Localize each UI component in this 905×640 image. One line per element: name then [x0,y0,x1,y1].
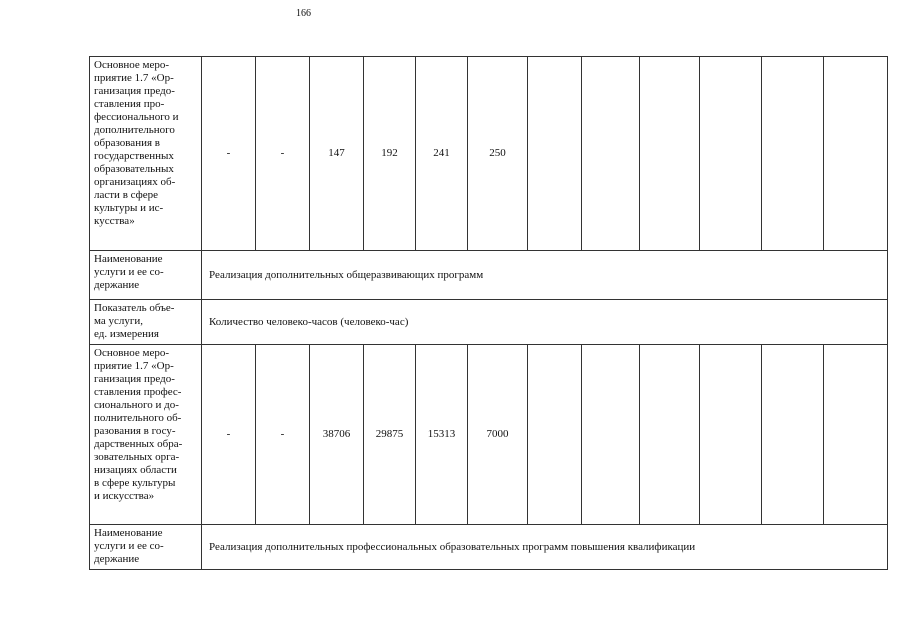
data-table [89,56,888,570]
value-cell: - [202,57,256,251]
empty-cell [762,345,824,525]
table-row [90,345,888,525]
value-cell: - [202,345,256,525]
empty-cell [700,57,762,251]
row-label: Основное меро- приятие 1.7 «Ор- ганизация предо- ставления про- фессионального и дополнительного образования в государственных образовательных организациях об- ласти в сфере культуры и ис- кусства» [90,57,202,251]
value-cell: - [256,57,310,251]
table-row [90,57,888,251]
value-cell: 241 [416,57,468,251]
service-name: Реализация дополнительных профессиональных образовательных программ повышения квалификации [202,525,888,570]
value-cell: - [256,345,310,525]
value-cell: 38706 [310,345,364,525]
service-name: Реализация дополнительных общеразвивающих программ [202,251,888,300]
empty-cell [528,57,582,251]
row-label: Наименование услуги и ее со- держание [90,525,202,570]
empty-cell [582,57,640,251]
row-label: Наименование услуги и ее со- держание [90,251,202,300]
value-cell: 147 [310,57,364,251]
page-number: 166 [296,8,311,19]
empty-cell [700,345,762,525]
table-row [90,525,888,570]
empty-cell [824,57,888,251]
value-cell: 7000 [468,345,528,525]
table-row [90,251,888,300]
empty-cell [824,345,888,525]
row-label: Основное меро- приятие 1.7 «Ор- ганизация предо- ставления профес- сионального и до- полнительного об- разования в госу- дарственных обра- зовательных орга- низациях области в сфере культуры и искусства» [90,345,202,525]
value-cell: 250 [468,57,528,251]
row-label: Показатель объе- ма услуги, ед. измерения [90,300,202,345]
empty-cell [762,57,824,251]
value-cell: 15313 [416,345,468,525]
empty-cell [582,345,640,525]
value-cell: 29875 [364,345,416,525]
empty-cell [640,57,700,251]
empty-cell [640,345,700,525]
value-cell: 192 [364,57,416,251]
service-indicator: Количество человеко-часов (человеко-час) [202,300,888,345]
empty-cell [528,345,582,525]
table-row [90,300,888,345]
